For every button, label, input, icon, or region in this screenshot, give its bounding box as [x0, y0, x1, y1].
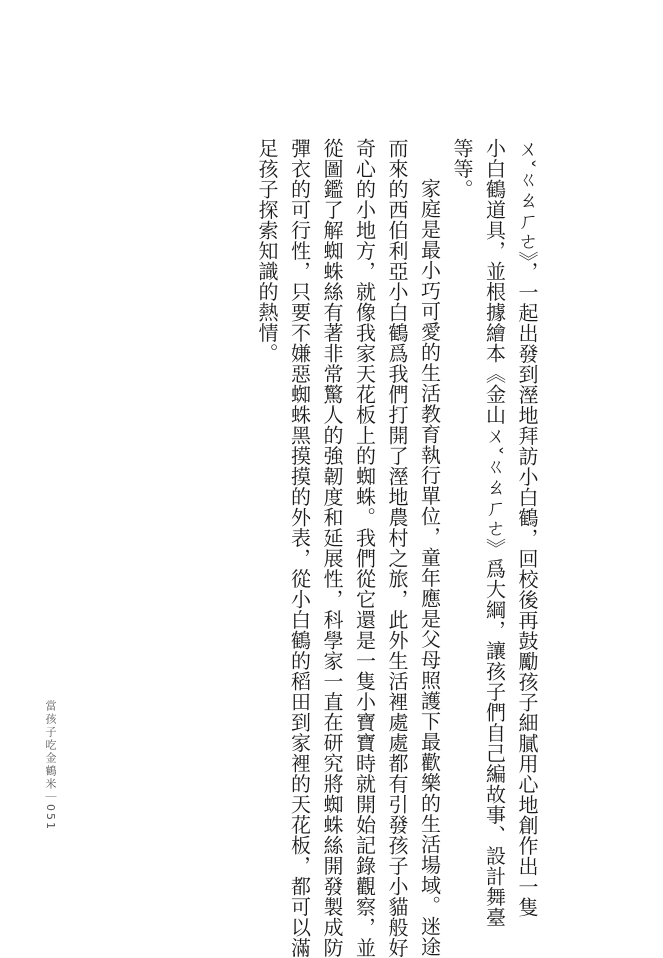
text-column-9: 足孩子探索知識的熱情。: [255, 138, 279, 364]
body-text: [251, 138, 544, 958]
text-column-6: 奇心的小地方，就像我家天花板上的蜘蛛。我們從它還是一隻小寶寶時就開始記錄觀察，並: [352, 138, 377, 958]
text-column-1: ㄨˇㄍㄠㄏㄜ》，一起出發到溼地拜訪小白鶴，回校後再鼓勵孩子細膩用心地創作出一隻: [515, 138, 539, 918]
footer-separator: ｜: [44, 791, 57, 804]
paragraph-2-text-1: 家庭是最小巧可愛的生活教育執行單位，童年應是父母照護下最歡樂的生活場域。迷途: [417, 178, 442, 957]
text-column-8: 彈衣的可行性，只要不嫌惡蜘蛛黑摸摸的外表，從小白鶴的稻田到家裡的天花板，都可以滿: [287, 138, 312, 958]
page-footer: [42, 700, 58, 831]
text-column-7: 從圖鑑了解蜘蛛絲有著非常驚人的強韌度和延展性，科學家一直在研究將蜘蛛絲開發製成防: [320, 138, 344, 958]
paragraph-2-column-1: [413, 138, 446, 957]
text-column-3: 等等。: [450, 138, 474, 200]
text-column-2: 小白鶴道具，並根據繪本《金山ㄨˇㄍㄠㄏㄜ》爲大綱，讓孩子們自己編故事、設計舞臺: [482, 138, 507, 928]
book-title: 當孩子吃金鶴米: [44, 700, 57, 791]
text-column-5: 而來的西伯利亞小白鶴爲我們打開了溼地農村之旅，此外生活裡處處都有引發孩子小貓般好: [385, 138, 409, 958]
page-number: 051: [44, 804, 57, 831]
